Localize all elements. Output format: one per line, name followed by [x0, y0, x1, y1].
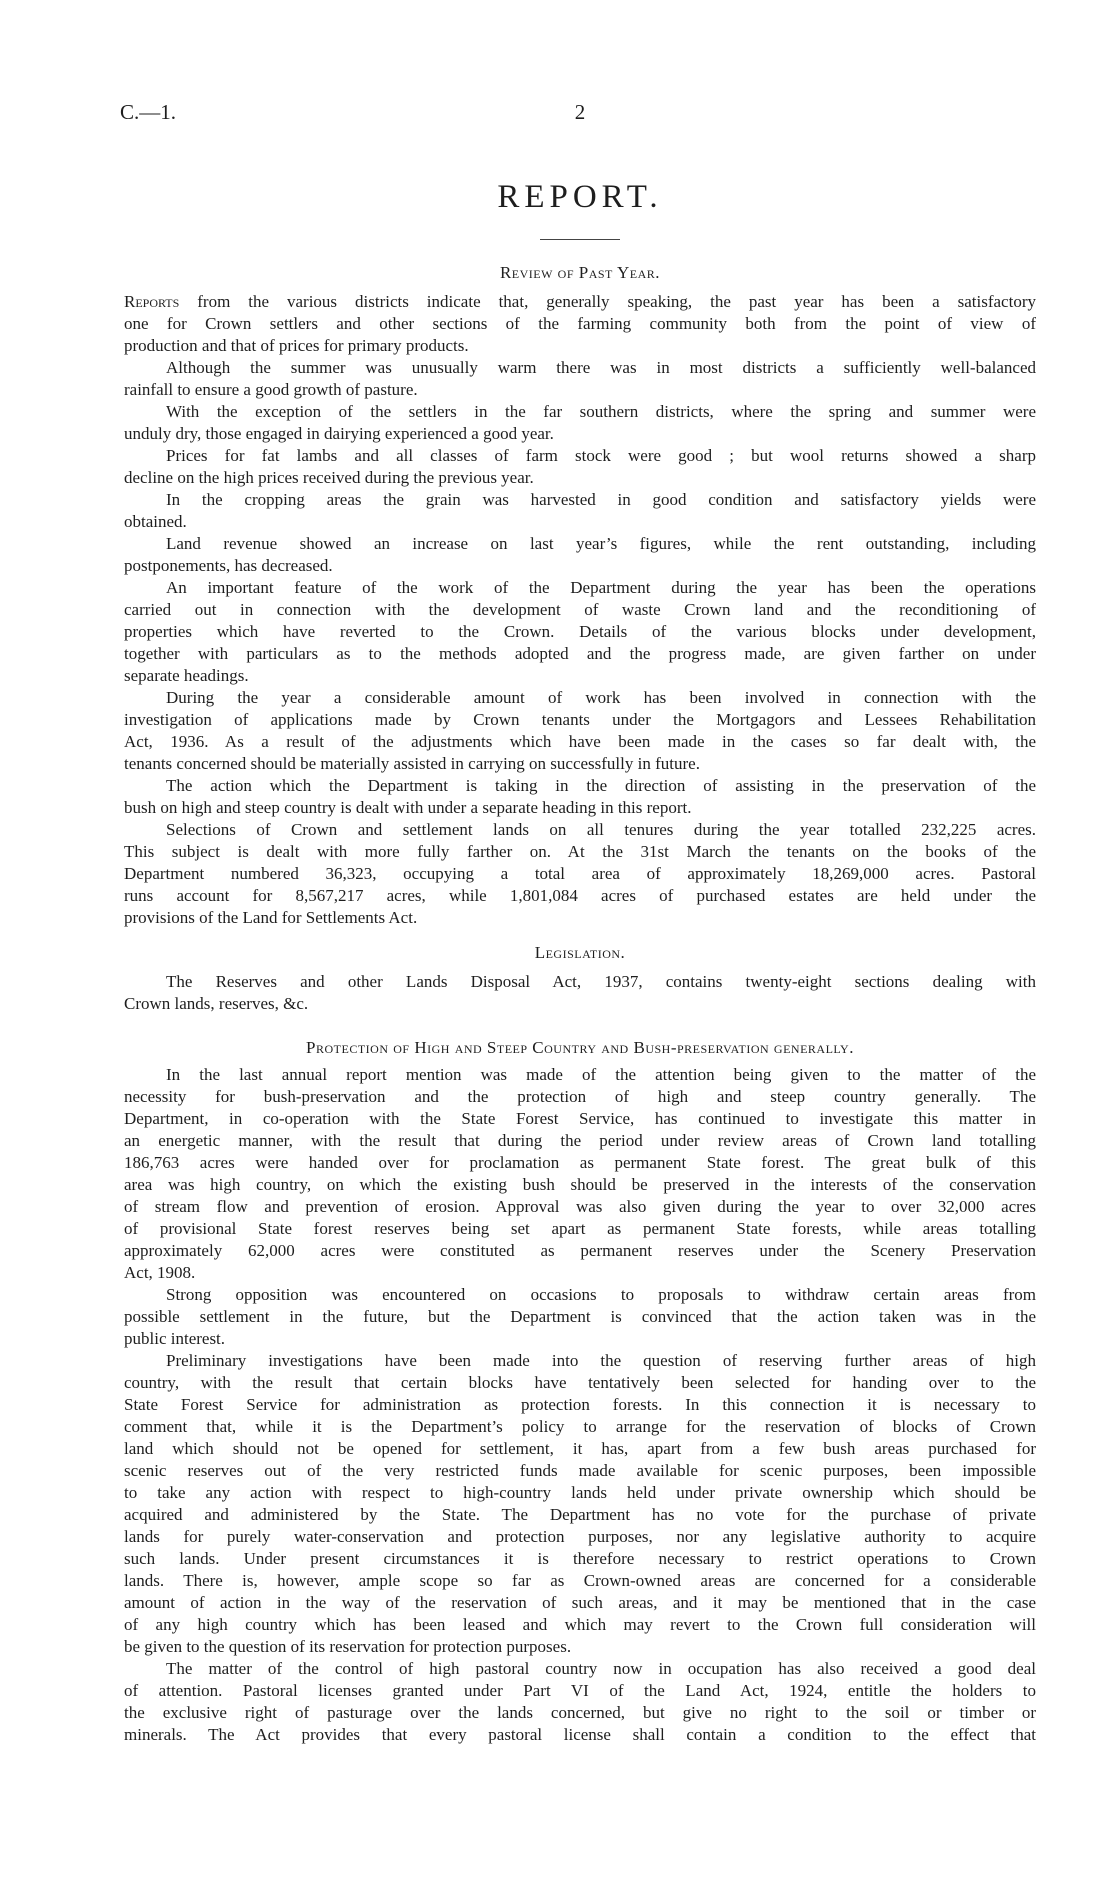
section-heading-legislation: Legislation. [534, 943, 626, 962]
text-line [124, 1086, 1036, 1108]
line-text: the exclusive right of pasturage over the lands concerned, but give no right to the soil or timber or [124, 1703, 1036, 1722]
text-line [124, 775, 1036, 797]
text-line [124, 1174, 1036, 1196]
line-text: 186,763 acres were handed over for proclamation as permanent State forest. The great bulk of this [124, 1153, 1036, 1172]
section-heading-review: Review of Past Year. [499, 263, 661, 282]
text-line [124, 731, 1036, 753]
text-line [124, 577, 1036, 599]
line-text: carried out in connection with the development of waste Crown land and the reconditioning of [124, 600, 1036, 619]
line-text: Preliminary investigations have been made into the question of reserving further areas of high [166, 1351, 1036, 1370]
line-text: separate headings. [124, 666, 249, 685]
line-text: area was high country, on which the existing bush should be preserved in the interests of the conservation [124, 1175, 1036, 1194]
text-line [124, 993, 1036, 1015]
text-line [124, 863, 1036, 885]
line-text: rainfall to ensure a good growth of pasture. [124, 380, 418, 399]
text-line [124, 1306, 1036, 1328]
line-text: provisions of the Land for Settlements Act. [124, 908, 418, 927]
text-line [124, 1460, 1036, 1482]
lead-word: Reports [124, 292, 180, 311]
text-line [124, 797, 1036, 819]
line-text: to take any action with respect to high-country lands held under private ownership which should be [124, 1483, 1036, 1502]
text-line [124, 753, 1036, 775]
line-text: decline on the high prices received during the previous year. [124, 468, 534, 487]
text-line [124, 1262, 1036, 1284]
text-line [124, 1416, 1036, 1438]
line-text: In the last annual report mention was made of the attention being given to the matter of the [166, 1065, 1036, 1084]
line-text: During the year a considerable amount of work has been involved in connection with the [166, 688, 1036, 707]
text-line [124, 1658, 1036, 1680]
line-text: minerals. The Act provides that every pastoral license shall contain a condition to the effect that [124, 1725, 1036, 1744]
line-text: Department numbered 36,323, occupying a total area of approximately 18,269,000 acres. Pastoral [124, 864, 1036, 883]
line-text: Department, in co-operation with the State Forest Service, has continued to investigate this matter in [124, 1109, 1036, 1128]
line-text: of attention. Pastoral licenses granted under Part VI of the Land Act, 1924, entitle the holders to [124, 1681, 1036, 1700]
line-text: investigation of applications made by Crown tenants under the Mortgagors and Lessees Rehabilitation [124, 710, 1036, 729]
line-text: postponements, has decreased. [124, 556, 333, 575]
paragraph [124, 489, 1036, 533]
text-line [124, 1592, 1036, 1614]
text-line [124, 291, 1036, 313]
line-text: possible settlement in the future, but the Department is convinced that the action taken was in the [124, 1307, 1036, 1326]
paragraph [124, 1284, 1036, 1350]
line-text: tenants concerned should be materially assisted in carrying on successfully in future. [124, 754, 700, 773]
text-line [124, 401, 1036, 423]
text-line [124, 1548, 1036, 1570]
line-text: one for Crown settlers and other sections of the farming community both from the point of view of [124, 314, 1036, 333]
text-line [124, 1130, 1036, 1152]
line-text: scenic reserves out of the very restricted funds made available for scenic purposes, been impossible [124, 1461, 1036, 1480]
line-text: bush on high and steep country is dealt with under a separate heading in this report. [124, 798, 692, 817]
line-text: of stream flow and prevention of erosion. Approval was also given during the year to over 32,000 acres [124, 1197, 1036, 1216]
text-line [124, 1504, 1036, 1526]
line-text: In the cropping areas the grain was harvested in good condition and satisfactory yields were [166, 490, 1036, 509]
line-text: from the various districts indicate that, generally speaking, the past year has been a satisfactory [179, 292, 1036, 311]
line-text: approximately 62,000 acres were constituted as permanent reserves under the Scenery Preservation [124, 1241, 1036, 1260]
text-line [124, 511, 1036, 533]
text-line [124, 1680, 1036, 1702]
paragraph [124, 577, 1036, 687]
text-line [124, 335, 1036, 357]
line-text: properties which have reverted to the Crown. Details of the various blocks under development, [124, 622, 1036, 641]
paragraph [124, 291, 1036, 357]
line-text: of any high country which has been leased and which may revert to the Crown full consideration will [124, 1615, 1036, 1634]
paragraph [124, 1350, 1036, 1658]
line-text: country, with the result that certain blocks have tentatively been selected for handing over to the [124, 1373, 1036, 1392]
line-text: Crown lands, reserves, &c. [124, 994, 309, 1013]
line-text: together with particulars as to the methods adopted and the progress made, are given farther on under [124, 644, 1036, 663]
line-text: comment that, while it is the Department’s policy to arrange for the reservation of blocks of Crown [124, 1417, 1036, 1436]
text-line [124, 643, 1036, 665]
line-text: The action which the Department is taking in the direction of assisting in the preservation of the [166, 776, 1036, 795]
text-line [124, 357, 1036, 379]
paragraph [124, 533, 1036, 577]
line-text: lands. There is, however, ample scope so far as Crown-owned areas are concerned for a considerable [124, 1571, 1036, 1590]
line-text: amount of action in the way of the reservation of such areas, and it may be mentioned that in the case [124, 1593, 1036, 1612]
text-line [124, 1482, 1036, 1504]
section-body-protection [124, 1064, 1036, 1746]
line-text: land which should not be opened for settlement, it has, apart from a few bush areas purchased for [124, 1439, 1036, 1458]
line-text: obtained. [124, 512, 187, 531]
line-text: Although the summer was unusually warm there was in most districts a sufficiently well-balanced [166, 358, 1036, 377]
text-line [124, 1526, 1036, 1548]
section-body-review [124, 291, 1036, 929]
line-text: necessity for bush-preservation and the protection of high and steep country generally. The [124, 1087, 1036, 1106]
text-line [124, 1108, 1036, 1130]
paragraph [124, 1064, 1036, 1284]
text-line [124, 1636, 1036, 1658]
line-text: of provisional State forest reserves being set apart as permanent State forests, while areas totalling [124, 1219, 1036, 1238]
paragraph [124, 775, 1036, 819]
text-line [124, 1438, 1036, 1460]
paragraph [124, 819, 1036, 929]
line-text: The matter of the control of high pastoral country now in occupation has also received a good deal [166, 1659, 1036, 1678]
text-line [124, 313, 1036, 335]
line-text: public interest. [124, 1329, 226, 1348]
text-line [124, 885, 1036, 907]
text-line [124, 1218, 1036, 1240]
line-text: an energetic manner, with the result that during the period under review areas of Crown land totalling [124, 1131, 1036, 1150]
paragraph [124, 401, 1036, 445]
paragraph [124, 687, 1036, 775]
line-text: Act, 1908. [124, 1263, 196, 1282]
text-line [124, 1284, 1036, 1306]
text-line [124, 467, 1036, 489]
line-text: production and that of prices for primary products. [124, 336, 469, 355]
text-line [124, 1328, 1036, 1350]
line-text: Land revenue showed an increase on last year’s figures, while the rent outstanding, including [166, 534, 1036, 553]
line-text: With the exception of the settlers in the far southern districts, where the spring and summer were [166, 402, 1036, 421]
text-line [124, 709, 1036, 731]
text-line [124, 971, 1036, 993]
line-text: lands for purely water-conservation and protection purposes, nor any legislative authority to acquire [124, 1527, 1036, 1546]
paragraph [124, 357, 1036, 401]
line-text: The Reserves and other Lands Disposal Act, 1937, contains twenty-eight sections dealing with [166, 972, 1036, 991]
text-line [124, 1724, 1036, 1746]
text-line [124, 1372, 1036, 1394]
text-line [124, 423, 1036, 445]
paragraph [124, 1658, 1036, 1746]
text-line [124, 555, 1036, 577]
line-text: Strong opposition was encountered on occasions to proposals to withdraw certain areas from [166, 1285, 1036, 1304]
text-line [124, 665, 1036, 687]
text-line [124, 621, 1036, 643]
text-line [124, 1152, 1036, 1174]
line-text: An important feature of the work of the Department during the year has been the operations [166, 578, 1036, 597]
text-line [124, 1064, 1036, 1086]
text-line [124, 1240, 1036, 1262]
document-reference: C.—1. [120, 100, 177, 124]
line-text: runs account for 8,567,217 acres, while 1,801,084 acres of purchased estates are held under the [124, 886, 1036, 905]
line-text: Selections of Crown and settlement lands on all tenures during the year totalled 232,225 acres. [166, 820, 1036, 839]
text-line [124, 1570, 1036, 1592]
text-line [124, 841, 1036, 863]
text-line [124, 1614, 1036, 1636]
text-line [124, 687, 1036, 709]
line-text: State Forest Service for administration as protection forests. In this connection it is necessary to [124, 1395, 1036, 1414]
text-line [124, 1196, 1036, 1218]
page-title: REPORT. [497, 179, 663, 215]
section-body-legislation [124, 971, 1036, 1015]
line-text: be given to the question of its reservation for protection purposes. [124, 1637, 572, 1656]
section-heading-protection: Protection of High and Steep Country and Bush-preservation generally. [306, 1038, 854, 1057]
text-line [124, 819, 1036, 841]
text-line [124, 907, 1036, 929]
text-line [124, 599, 1036, 621]
text-line [124, 1350, 1036, 1372]
paragraph [124, 971, 1036, 1015]
title-divider [540, 239, 620, 240]
text-line [124, 379, 1036, 401]
text-line [124, 1394, 1036, 1416]
line-text: acquired and administered by the State. The Department has no vote for the purchase of private [124, 1505, 1036, 1524]
line-text: such lands. Under present circumstances it is therefore necessary to restrict operations to Crown [124, 1549, 1036, 1568]
line-text: Prices for fat lambs and all classes of farm stock were good ; but wool returns showed a sharp [166, 446, 1036, 465]
page-number: 2 [574, 100, 586, 124]
line-text: Act, 1936. As a result of the adjustments which have been made in the cases so far dealt with, the [124, 732, 1036, 751]
text-line [124, 1702, 1036, 1724]
line-text: This subject is dealt with more fully farther on. At the 31st March the tenants on the books of the [124, 842, 1036, 861]
text-line [124, 489, 1036, 511]
text-line [124, 445, 1036, 467]
paragraph [124, 445, 1036, 489]
line-text: unduly dry, those engaged in dairying experienced a good year. [124, 424, 554, 443]
text-line [124, 533, 1036, 555]
